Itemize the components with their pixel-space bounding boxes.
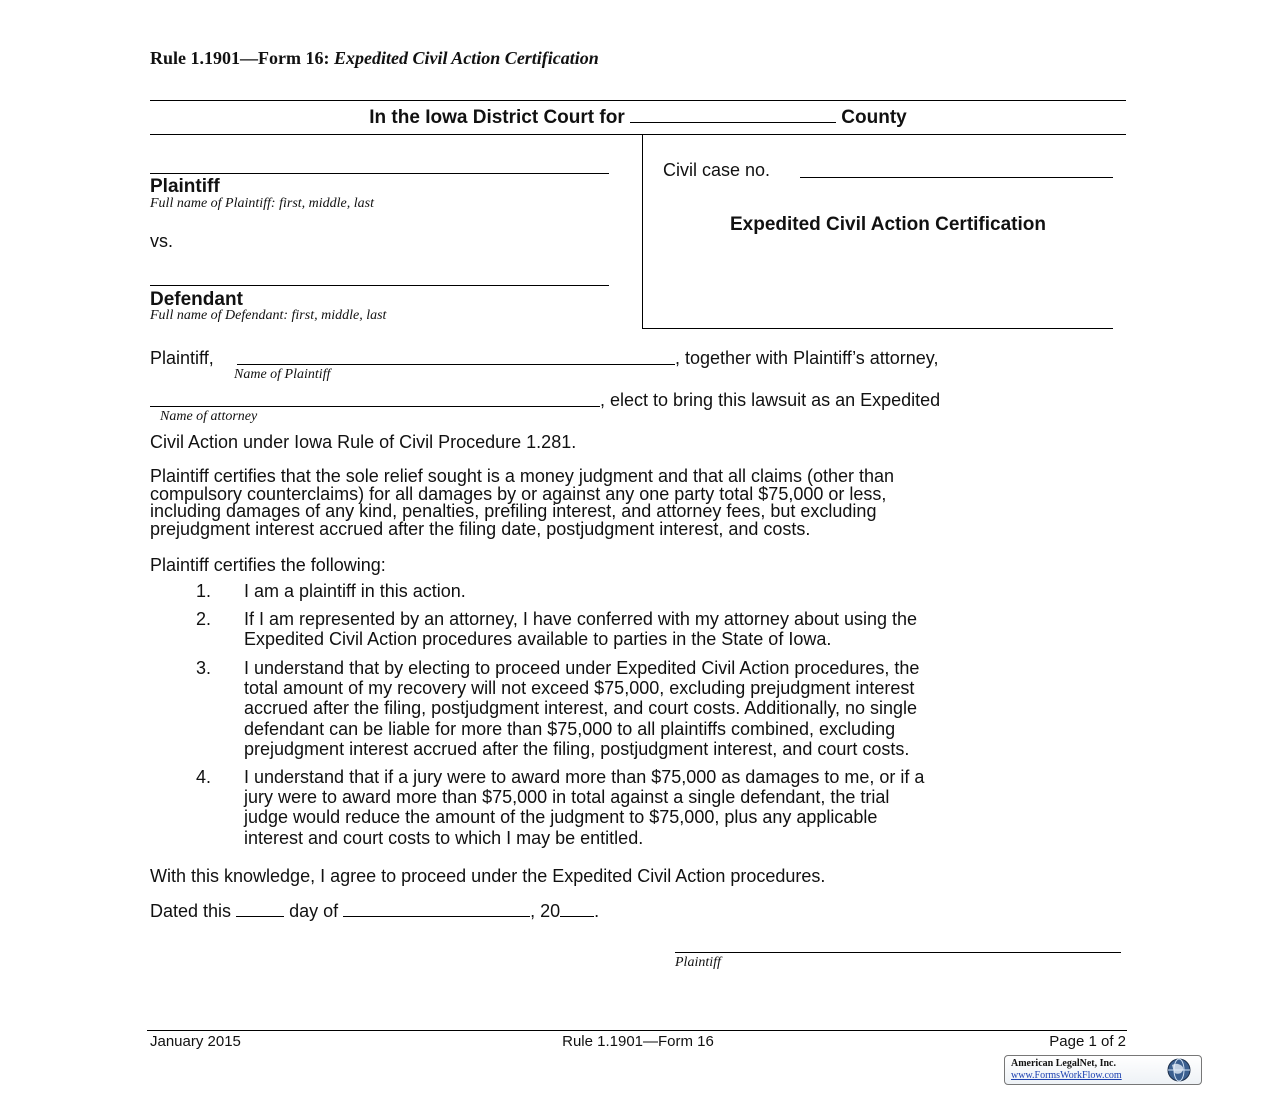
court-prefix: In the Iowa District Court for (369, 107, 625, 128)
heading-rule (150, 134, 1126, 135)
certification-line: Plaintiff certifies that the sole relief sought is a money judgment and that all claims (other than (150, 466, 895, 486)
plaintiff-caption: Full name of Plaintiff: first, middle, last (150, 196, 374, 211)
footer-page: Page 1 of 2 (1049, 1033, 1126, 1050)
county-blank[interactable] (630, 107, 836, 123)
month-blank[interactable] (343, 901, 530, 917)
election-start: Plaintiff, (150, 348, 214, 368)
dated-prefix: Dated this (150, 901, 232, 921)
list-item-text (244, 767, 1124, 848)
signature-line[interactable] (675, 952, 1121, 953)
footer-rule (147, 1030, 1127, 1031)
list-item-line: I understand that if a jury were to award more than $75,000 as damages to me, or if a (244, 767, 925, 787)
attorney-name-line[interactable] (150, 406, 600, 407)
plaintiff-label: Plaintiff (150, 176, 220, 197)
footer-rule-id: Rule 1.1901—Form 16 (562, 1033, 714, 1050)
defendant-label: Defendant (150, 289, 243, 310)
rule-line: Civil Action under Iowa Rule of Civil Procedure 1.281. (150, 432, 577, 452)
list-item-text (244, 581, 1124, 601)
certification-line: compulsory counterclaims) for all damages by or against any one party total $75,000 or less, (150, 483, 887, 504)
defendant-caption: Full name of Defendant: first, middle, last (150, 308, 387, 323)
list-item-line: jury were to award more than $75,000 in total against a single defendant, the trial (244, 787, 890, 808)
footer-date: January 2015 (150, 1033, 241, 1050)
rule-header-prefix: Rule 1.1901—Form 16: (150, 48, 334, 68)
list-item-line: I understand that by electing to proceed under Expedited Civil Action procedures, the (244, 658, 920, 678)
list-item-number: 1. (196, 581, 212, 601)
certification-line: including damages of any kind, penalties, prefiling interest, and attorney fees, but excluding (150, 501, 877, 521)
list-item-number: 2. (196, 609, 212, 629)
name-of-attorney-caption: Name of attorney (160, 409, 258, 424)
list-item-line: defendant can be liable for more than $75,000 to all plaintiffs combined, excluding (244, 718, 896, 739)
caption-bottom-rule (642, 328, 1113, 329)
list-item-line: judge would reduce the amount of the judgment to $75,000, plus any applicable (244, 807, 878, 828)
certification-paragraph (150, 468, 1130, 538)
certification-line: prejudgment interest accrued after the filing date, postjudgment interest, and costs. (150, 518, 811, 539)
dated-year-prefix: , 20 (530, 901, 561, 921)
election-attorney-end: , elect to bring this lawsuit as an Expedited (600, 390, 941, 410)
list-item-text (244, 609, 1124, 649)
name-of-plaintiff-caption: Name of Plaintiff (234, 367, 331, 382)
plaintiff-name-line[interactable] (150, 173, 609, 174)
rule-header-title: Expedited Civil Action Certification (333, 48, 599, 68)
top-rule (150, 100, 1126, 101)
list-item-line: I am a plaintiff in this action. (244, 581, 466, 601)
versus-text: vs. (150, 231, 174, 251)
list-item-number: 3. (196, 658, 212, 678)
day-blank[interactable] (236, 901, 284, 917)
agreement-text: With this knowledge, I agree to proceed under the Expedited Civil Action procedures. (150, 866, 826, 886)
form-title: Expedited Civil Action Certification (729, 214, 1046, 235)
defendant-name-line[interactable] (150, 285, 609, 286)
case-number-line[interactable] (800, 177, 1113, 178)
dated-period: . (594, 901, 600, 921)
signature-caption: Plaintiff (675, 955, 721, 970)
rule-header (150, 48, 599, 69)
badge-url[interactable]: www.FormsWorkFlow.com (1011, 1070, 1122, 1081)
case-number-label: Civil case no. (663, 160, 771, 180)
list-item-line: interest and court costs to which I may be entitled. (244, 827, 644, 848)
globe-icon (1165, 1057, 1193, 1083)
dated-line (150, 901, 599, 921)
list-item-line: accrued after the filing, postjudgment interest, and court costs. Additionally, no single (244, 698, 918, 719)
list-item-line: Expedited Civil Action procedures available to parties in the State of Iowa. (244, 629, 832, 650)
list-item-number: 4. (196, 767, 212, 787)
list-item-line: prejudgment interest accrued after the filing, postjudgment interest, and court costs. (244, 738, 910, 759)
list-item-line: total amount of my recovery will not exceed $75,000, excluding prejudgment interest (244, 678, 915, 699)
list-item-line: If I am represented by an attorney, I have conferred with my attorney about using the (244, 609, 918, 629)
court-suffix: County (841, 107, 907, 128)
year-blank[interactable] (560, 901, 594, 917)
dated-day-of: day of (289, 901, 339, 921)
list-item-text (244, 658, 1124, 759)
certifies-intro: Plaintiff certifies the following: (150, 555, 386, 575)
election-middle: , together with Plaintiff’s attorney, (675, 348, 939, 368)
plaintiff-election-line[interactable] (237, 364, 675, 365)
badge-company: American LegalNet, Inc. (1011, 1058, 1116, 1069)
court-heading (150, 107, 1126, 129)
legalnet-badge[interactable] (1004, 1055, 1202, 1085)
